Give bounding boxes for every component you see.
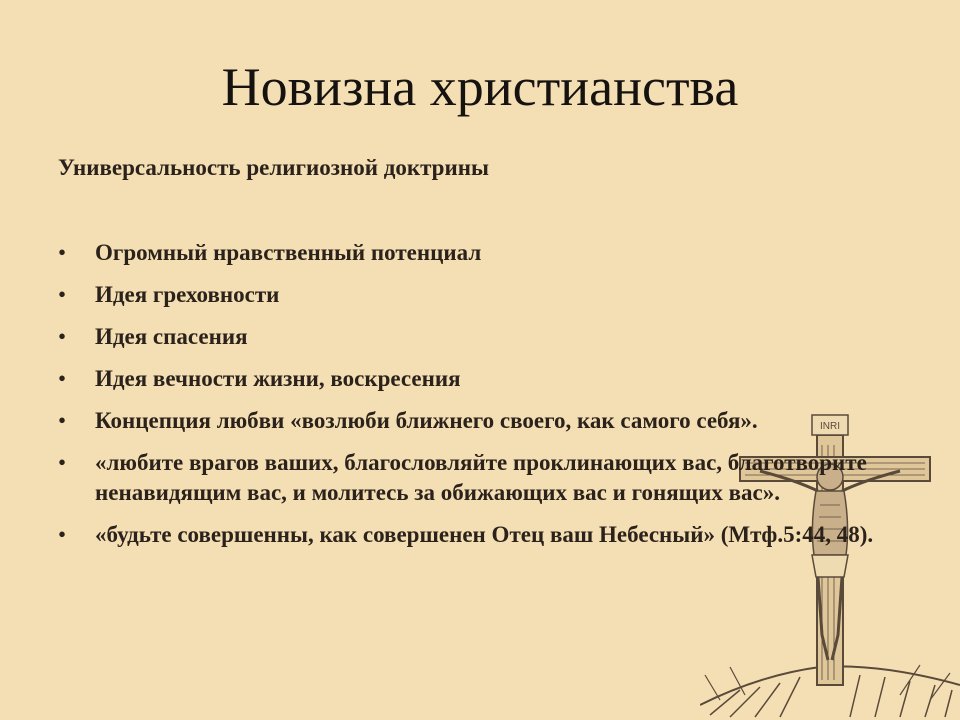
bullet-list [58, 238, 888, 562]
bullet-icon: • [58, 408, 67, 433]
list-item [58, 364, 888, 394]
bullet-icon: • [58, 324, 67, 349]
bullet-text: «будьте совершенны, как совершенен Отец ваш Небесный» (Мтф.5:44, 48). [95, 522, 874, 547]
list-item [58, 322, 888, 352]
bullet-text: Идея греховности [95, 282, 280, 307]
list-item [58, 238, 888, 268]
slide-subtitle: Универсальность религиозной доктрины [58, 155, 489, 180]
bullet-text: «любите врагов ваших, благословляйте проклинающих вас, благотворите ненавидящим вас, и молитесь за обижающих вас и гонящих вас». [95, 450, 867, 505]
bullet-icon: • [58, 282, 67, 307]
list-item [58, 520, 888, 550]
bullet-icon: • [58, 522, 67, 547]
slide-title: Новизна христианства [221, 57, 739, 117]
bullet-icon: • [58, 366, 67, 391]
list-item [58, 406, 888, 436]
bullet-text: Идея спасения [95, 324, 248, 349]
list-item [58, 448, 888, 508]
bullet-text: Концепция любви «возлюби ближнего своего, как самого себя». [95, 408, 758, 433]
inscription-label: INRI [820, 421, 840, 432]
bullet-icon: • [58, 450, 67, 475]
list-item [58, 280, 888, 310]
bullet-text: Огромный нравственный потенциал [95, 240, 482, 265]
bullet-icon: • [58, 240, 67, 265]
bullet-text: Идея вечности жизни, воскресения [95, 366, 461, 391]
